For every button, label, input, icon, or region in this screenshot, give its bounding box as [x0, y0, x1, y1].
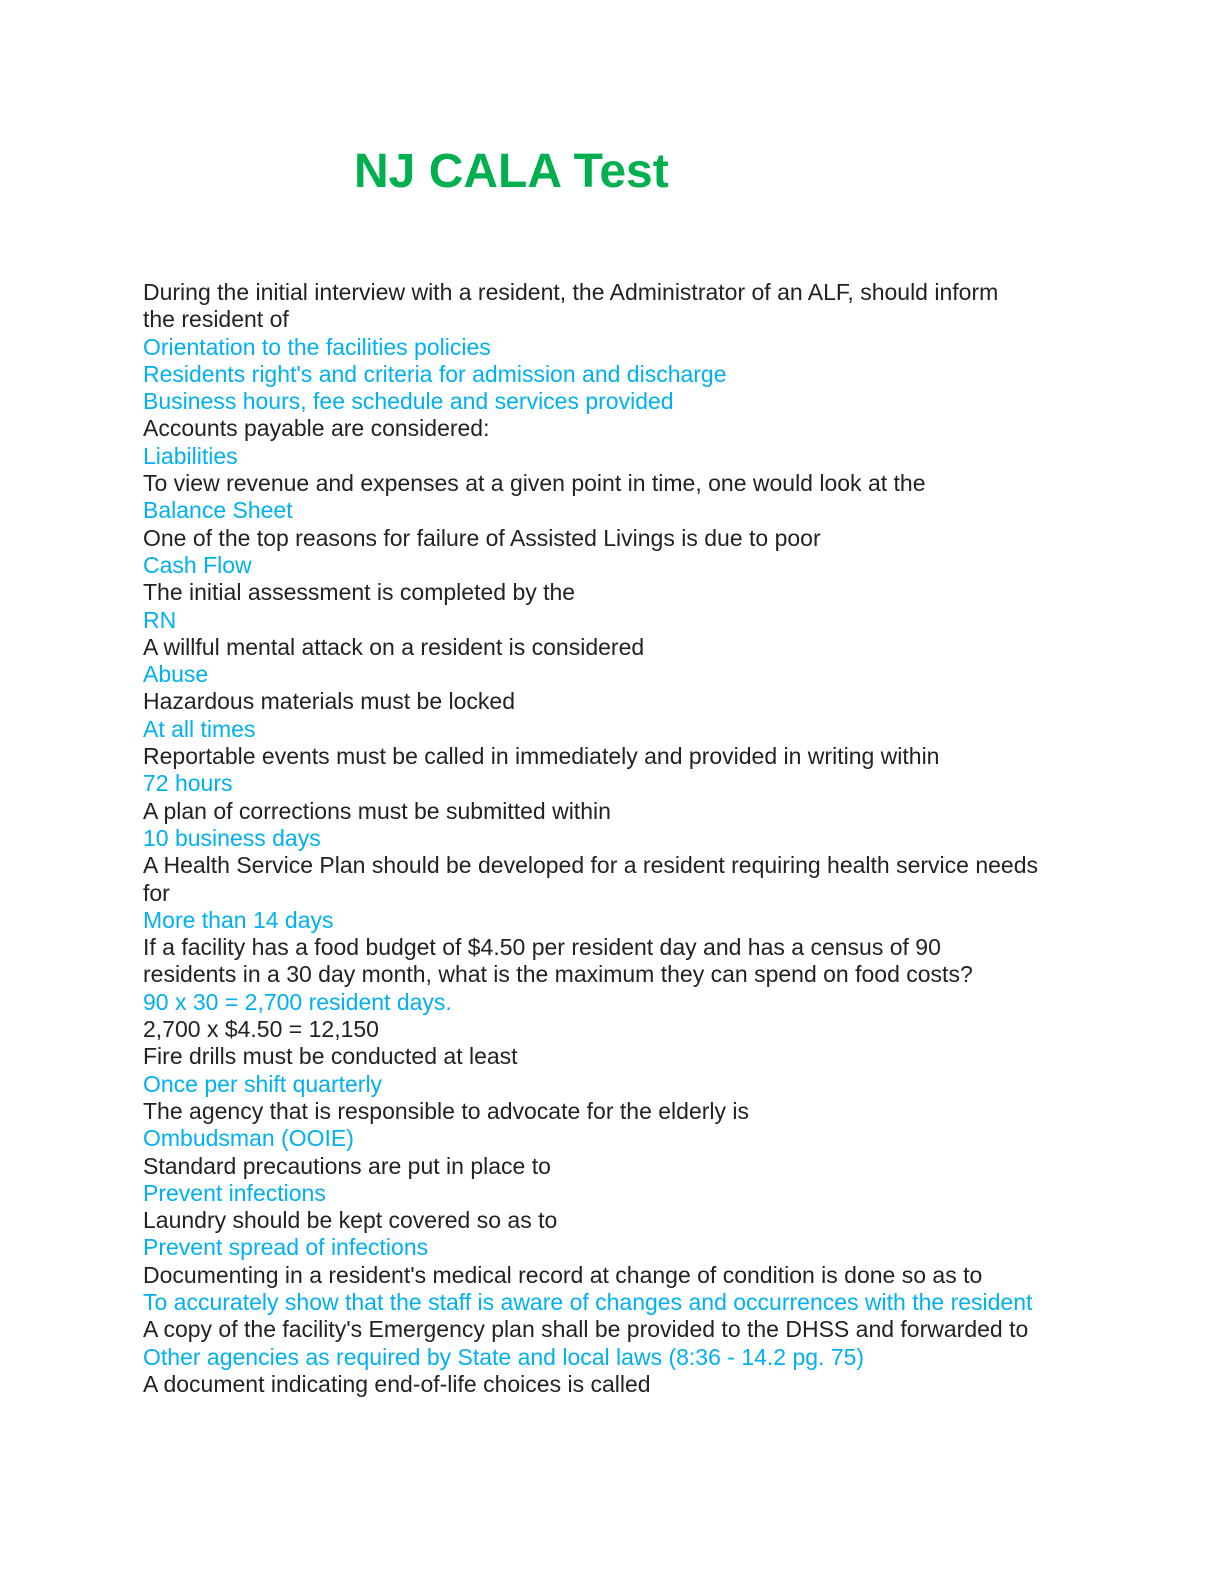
answer-line: At all times [143, 715, 256, 742]
question-line: Reportable events must be called in immediately and provided in writing within [143, 743, 940, 770]
question-line: Accounts payable are considered: [143, 415, 490, 442]
answer-line: 10 business days [143, 824, 321, 851]
question-line: Standard precautions are put in place to [143, 1152, 551, 1179]
answer-line: Balance Sheet [143, 497, 293, 524]
answer-line: Prevent spread of infections [143, 1234, 429, 1261]
question-line: the resident of [143, 306, 289, 333]
question-line: 2,700 x $4.50 = 12,150 [143, 1016, 379, 1043]
question-line: A Health Service Plan should be developed for a resident requiring health service needs [143, 852, 1039, 879]
question-line: A plan of corrections must be submitted within [143, 797, 611, 824]
page-title: NJ CALA Test [354, 145, 669, 198]
question-line: A document indicating end-of-life choices is called [143, 1370, 651, 1397]
answer-line: Orientation to the facilities policies [143, 333, 491, 360]
answer-line: Prevent infections [143, 1179, 326, 1206]
question-line: Laundry should be kept covered so as to [143, 1207, 558, 1234]
question-line: Fire drills must be conducted at least [143, 1043, 518, 1070]
answer-line: To accurately show that the staff is aware of changes and occurrences with the resident [143, 1288, 1033, 1315]
qa-content [143, 279, 1083, 1398]
answer-line: Once per shift quarterly [143, 1070, 383, 1097]
question-line: Hazardous materials must be locked [143, 688, 515, 715]
question-line: The initial assessment is completed by the [143, 579, 576, 606]
question-line: To view revenue and expenses at a given point in time, one would look at the [143, 470, 926, 497]
answer-line: Liabilities [143, 442, 238, 469]
answer-line: Other agencies as required by State and local laws (8:36 - 14.2 pg. 75) [143, 1343, 865, 1370]
answer-line: Residents right's and criteria for admission and discharge [143, 360, 727, 387]
question-line: A willful mental attack on a resident is considered [143, 633, 645, 660]
question-line: A copy of the facility's Emergency plan shall be provided to the DHSS and forwarded to [143, 1316, 1029, 1343]
question-line: One of the top reasons for failure of Assisted Livings is due to poor [143, 524, 821, 551]
answer-line: Business hours, fee schedule and services provided [143, 388, 674, 415]
answer-line: Ombudsman (OOIE) [143, 1125, 354, 1152]
question-line: Documenting in a resident's medical record at change of condition is done so as to [143, 1261, 983, 1288]
question-line: The agency that is responsible to advocate for the elderly is [143, 1097, 750, 1124]
answer-line: More than 14 days [143, 906, 334, 933]
question-line: If a facility has a food budget of $4.50 per resident day and has a census of 90 [143, 934, 941, 961]
answer-line: Abuse [143, 661, 209, 688]
answer-line: Cash Flow [143, 551, 252, 578]
question-line: During the initial interview with a resident, the Administrator of an ALF, should inform [143, 279, 999, 305]
answer-line: 72 hours [143, 770, 233, 797]
question-line: residents in a 30 day month, what is the maximum they can spend on food costs? [143, 961, 973, 988]
answer-line: 90 x 30 = 2,700 resident days. [143, 988, 452, 1015]
answer-line: RN [143, 606, 177, 633]
question-line: for [143, 879, 170, 906]
